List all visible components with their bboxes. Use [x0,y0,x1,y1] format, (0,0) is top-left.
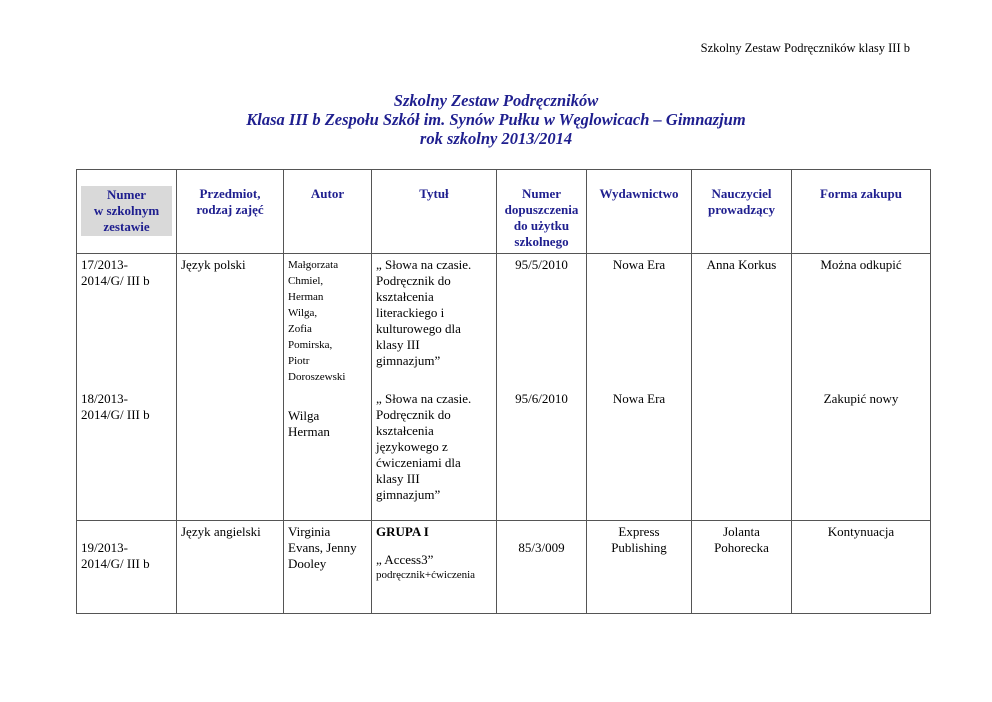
cell-tytul: „ Słowa na czasie. Podręcznik do kształcenia językowego z ćwiczeniami dla klasy III gimnazjum” [372,388,497,520]
book-title: „ Access3” [376,551,434,567]
cell-dopuszczenie: 95/5/2010 [497,254,587,389]
title-line-1: Szkolny Zestaw Podręczników [393,91,599,110]
group-label: GRUPA I [376,523,429,539]
cell-przedmiot [177,388,284,520]
cell-numer: 18/2013- 2014/G/ III b [77,388,177,520]
header-przedmiot: Przedmiot, rodzaj zajęć [177,170,284,254]
textbook-table [76,169,931,614]
cell-forma: Kontynuacja [792,520,931,613]
cell-przedmiot: Język polski [177,254,284,389]
cell-wydawnictwo: Nowa Era [587,254,692,389]
cell-dopuszczenie: 95/6/2010 [497,388,587,520]
cell-forma: Można odkupić [792,254,931,389]
table-row [77,520,931,613]
document-title [0,91,992,148]
header-forma: Forma zakupu [792,170,931,254]
header-dopuszczenie: Numer dopuszczenia do użytku szkolnego [497,170,587,254]
cell-numer: 19/2013- 2014/G/ III b [77,520,177,613]
header-tytul: Tytuł [372,170,497,254]
cell-nauczyciel: Jolanta Pohorecka [692,520,792,613]
header-autor: Autor [284,170,372,254]
cell-autor: Virginia Evans, Jenny Dooley [284,520,372,613]
cell-autor: Małgorzata Chmiel, Herman Wilga, Zofia Pomirska, Piotr Doroszewski [284,254,372,389]
table-row [77,388,931,520]
cell-wydawnictwo: Nowa Era [587,388,692,520]
cell-nauczyciel [692,388,792,520]
book-note: podręcznik+ćwiczenia [376,568,476,581]
running-header: Szkolny Zestaw Podręczników klasy III b [700,41,910,55]
cell-dopuszczenie: 85/3/009 [497,520,587,613]
cell-nauczyciel: Anna Korkus [692,254,792,389]
cell-numer: 17/2013- 2014/G/ III b [77,254,177,389]
cell-tytul [372,520,497,613]
table-row [77,254,931,389]
header-nauczyciel: Nauczyciel prowadzący [692,170,792,254]
cell-forma: Zakupić nowy [792,388,931,520]
cell-wydawnictwo: Express Publishing [587,520,692,613]
table-header-row [77,170,931,254]
header-numer: Numer w szkolnym zestawie [77,170,177,254]
cell-przedmiot: Język angielski [177,520,284,613]
cell-tytul: „ Słowa na czasie. Podręcznik do kształcenia literackiego i kulturowego dla klasy III gimnazjum” [372,254,497,389]
cell-autor: Wilga Herman [284,388,372,520]
title-line-3: rok szkolny 2013/2014 [419,129,573,148]
title-line-2: Klasa III b Zespołu Szkół im. Synów Pułku w Węglowicach – Gimnazjum [246,110,746,129]
header-wydawnictwo: Wydawnictwo [587,170,692,254]
